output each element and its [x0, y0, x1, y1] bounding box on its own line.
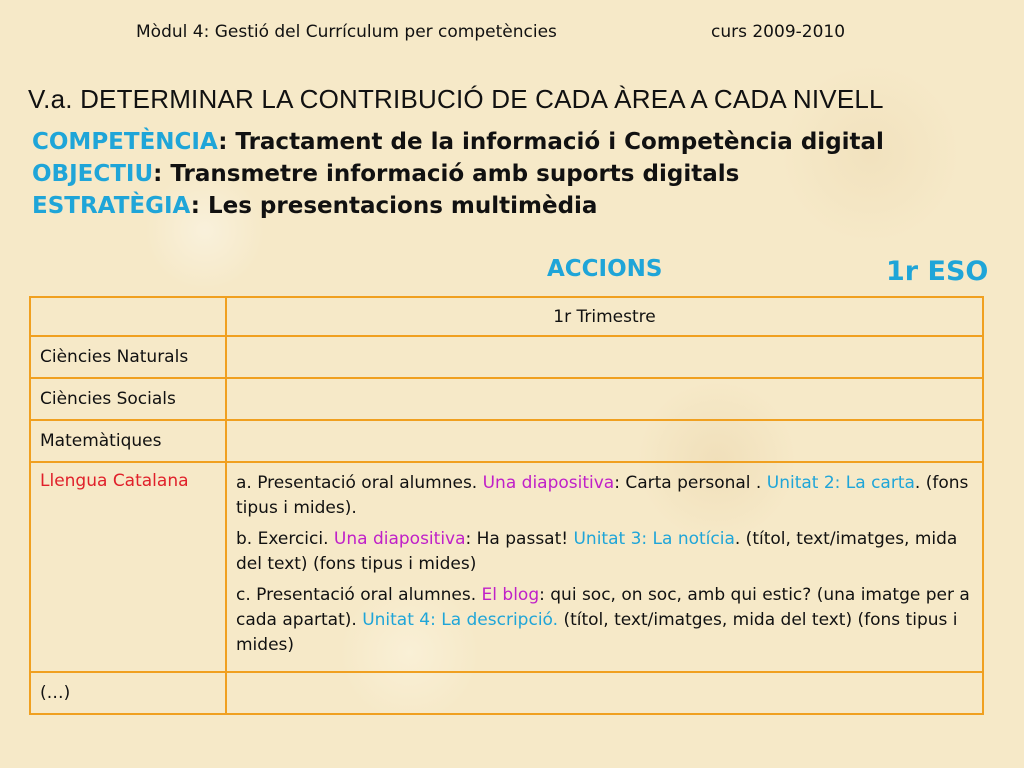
table-row — [30, 378, 983, 420]
action-text: c. Presentació oral alumnes. — [236, 585, 482, 605]
estrategia-line — [32, 193, 597, 219]
actions-cell — [226, 336, 983, 378]
competencia-key: COMPETÈNCIA — [32, 129, 219, 155]
area-cell: Matemàtiques — [30, 420, 226, 462]
header-empty-cell — [30, 297, 226, 336]
action-item-a — [236, 471, 973, 521]
area-cell: Ciències Socials — [30, 378, 226, 420]
table-row — [30, 462, 983, 672]
table-row — [30, 336, 983, 378]
area-cell: (…) — [30, 672, 226, 714]
actions-table — [29, 296, 984, 715]
level-label: 1r ESO — [886, 256, 989, 287]
estrategia-value: : Les presentacions multimèdia — [190, 193, 598, 219]
actions-cell — [226, 378, 983, 420]
accions-heading: ACCIONS — [547, 256, 663, 282]
action-item-b — [236, 527, 973, 577]
action-text: a. Presentació oral alumnes. — [236, 473, 483, 493]
table-header-row — [30, 297, 983, 336]
tool-label: Una diapositiva — [333, 529, 466, 549]
action-text: : qui soc, on soc, amb qui estic? (una imatge per a cada apartat). — [236, 585, 970, 630]
course-year: curs 2009-2010 — [711, 22, 846, 42]
table-row — [30, 672, 983, 714]
action-text: b. Exercici. — [236, 529, 334, 549]
module-header: Mòdul 4: Gestió del Currículum per competències — [136, 22, 557, 42]
action-item-c — [236, 583, 973, 658]
action-text: : Carta personal . — [614, 473, 767, 493]
unit-label: Unitat 3: La notícia — [573, 529, 735, 549]
area-cell: Llengua Catalana — [30, 462, 226, 672]
action-text: (títol, text/imatges, mida del text) (fons tipus i mides) — [236, 610, 958, 655]
objectiu-value: : Transmetre informació amb suports digitals — [153, 161, 740, 187]
actions-cell — [226, 672, 983, 714]
actions-cell — [226, 420, 983, 462]
competencia-line — [32, 129, 884, 155]
table-row — [30, 420, 983, 462]
objectiu-key: OBJECTIU — [32, 161, 154, 187]
unit-label: Unitat 2: La carta — [766, 473, 915, 493]
trimester-header: 1r Trimestre — [226, 297, 983, 336]
estrategia-key: ESTRATÈGIA — [32, 193, 191, 219]
unit-label: Unitat 4: La descripció. — [362, 610, 559, 630]
competencia-value: : Tractament de la informació i Competència digital — [218, 129, 884, 155]
actions-cell — [226, 462, 983, 672]
tool-label: El blog — [481, 585, 540, 605]
objectiu-line — [32, 161, 739, 187]
page-title: V.a. DETERMINAR LA CONTRIBUCIÓ DE CADA ÀREA A CADA NIVELL — [28, 84, 884, 114]
action-text: . (títol, text/imatges, mida del text) (fons tipus i mides) — [236, 529, 958, 574]
action-text: : Ha passat! — [465, 529, 574, 549]
tool-label: Una diapositiva — [482, 473, 615, 493]
action-text: . (fons tipus i mides). — [236, 473, 969, 518]
area-cell: Ciències Naturals — [30, 336, 226, 378]
